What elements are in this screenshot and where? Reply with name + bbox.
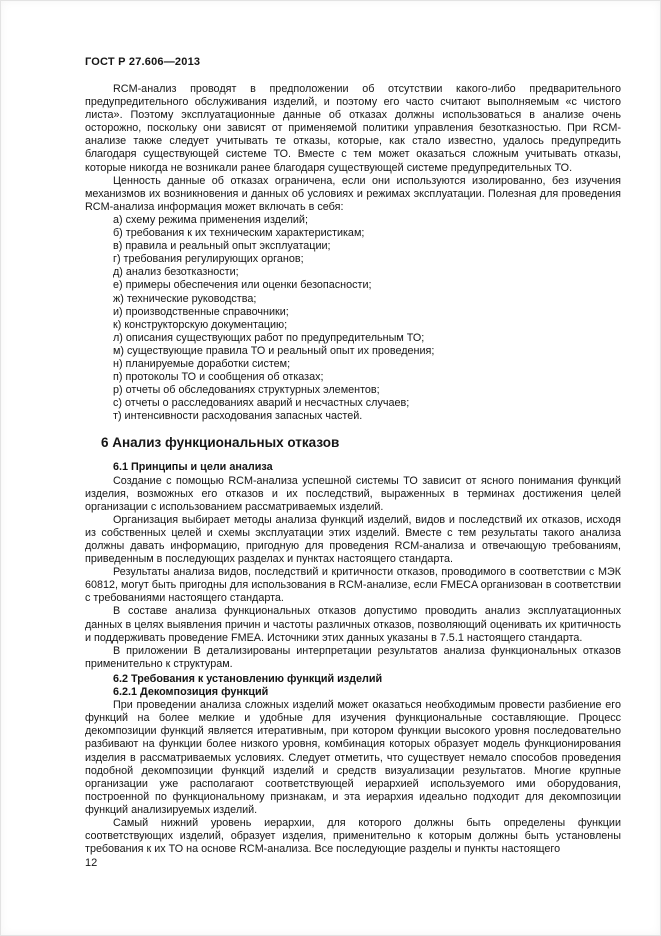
list-item: р) отчеты об обследованиях структурных элементов; <box>113 384 380 397</box>
list-item: е) примеры обеспечения или оценки безопасности; <box>113 279 372 292</box>
paragraph: Создание с помощью RCM-анализа успешной системы ТО зависит от ясного понимания функций изделия, возможных его отказов и их последствий, выраженных в терминах достижения целей организации с использованием рассматриваемых изделий. <box>85 474 621 513</box>
list-item: с) отчеты о расследованиях аварий и несчастных случаев; <box>113 397 410 410</box>
list-item: н) планируемые доработки систем; <box>113 357 291 370</box>
subsection-heading: 6.2.1 Декомпозиция функций <box>113 686 269 699</box>
list-item: л) описания существующих работ по предупредительным ТО; <box>113 331 425 344</box>
list-item: п) протоколы ТО и сообщения об отказах; <box>113 371 324 384</box>
list-item: б) требования к их техническим характеристикам; <box>113 227 365 240</box>
paragraph: Самый нижний уровень иерархии, для которого должны быть определены функции соответствующих изделий, образует изделия, применительно к которым должны быть установлены требования к их ТО на основе RCM-анализа. Все последующие разделы и пункты настоящего <box>85 816 621 856</box>
document-header: ГОСТ Р 27.606—2013 <box>85 56 201 68</box>
section-heading: 6 Анализ функциональных отказов <box>101 435 340 451</box>
list-item: в) правила и реальный опыт эксплуатации; <box>113 240 331 253</box>
information-sources-list <box>85 214 621 424</box>
paragraph: Результаты анализа видов, последствий и критичности отказов, проводимого в соответствии с МЭК 60812, могут быть пригодны для использования в RCM-анализе, если FMECA организован в соответствии с требованиями настоящего стандарта. <box>85 566 621 605</box>
subsection-heading: 6.1 Принципы и цели анализа <box>113 461 273 474</box>
list-item: м) существующие правила ТО и реальный опыт их проведения; <box>113 344 435 357</box>
paragraph: Организация выбирает методы анализа функций изделий, видов и последствий их отказов, исходя из собственных целей и схемы эксплуатации этих изделий. Вместе с тем результаты такого анализа должны давать информацию, пригодную для проведения RCM-анализа и отвечающую требованиям, приведенным в последующих разделах и пунктах настоящего стандарта. <box>85 513 621 566</box>
paragraph: В составе анализа функциональных отказов допустимо проводить анализ эксплуатационных данных в целях выявления причин и частоты различных отказов, позволяющий оценивать их критичность и поддерживать проведение FMEA. Источники этих данных указаны в 7.5.1 настоящего стандарта. <box>85 605 621 644</box>
list-item: д) анализ безотказности; <box>113 266 239 279</box>
paragraph: RCM-анализ проводят в предположении об отсутствии какого-либо предварительного предупредительного обслуживания изделий, и поэтому его часто считают выполняемым «с чистого листа». Поэтому эксплуатационные данные об отказах должны использоваться в анализе очень осторожно, поскольку они зависят от применяемой политики управления безотказностью. При RCM-анализе также следует учитывать те отказы, которые, как стало известно, удалось предупредить благодаря существующей системе ТО. Вместе с тем может оказаться сложным учитывать отказы, которые никогда не возникали ранее благодаря существующей системе предупредительных ТО. <box>85 83 621 174</box>
list-item: г) требования регулирующих органов; <box>113 253 304 266</box>
paragraph: При проведении анализа сложных изделий может оказаться необходимым провести разбиение его функций на более мелкие и удобные для изучения функциональные составляющие. Процесс декомпозиции функций является итеративным, при котором функции высокого уровня последовательно разбивают на функции более низкого уровня, комбинация которых образует модель функционирования изделия в рассматриваемых условиях. Следует отметить, что существует немало способов проведения подобной декомпозиции функций изделий и средств визуализации результатов. Многие крупные организации уже располагают соответствующей иерархией используемого ими оборудования, построенной по функциональному признакам, и эта иерархия идеально подходит для декомпозиции функций анализируемых изделий. <box>85 699 621 816</box>
list-item: ж) технические руководства; <box>113 292 257 305</box>
page-number: 12 <box>85 857 98 870</box>
page-content <box>85 56 621 869</box>
subsection-heading: 6.2 Требования к установлению функций изделий <box>113 672 383 685</box>
list-item: а) схему режима применения изделий; <box>113 213 308 226</box>
list-item: к) конструкторскую документацию; <box>113 318 288 331</box>
list-item: и) производственные справочники; <box>113 305 289 318</box>
list-item: т) интенсивности расходования запасных частей. <box>113 410 363 423</box>
paragraph: В приложении В детализированы интерпретации результатов анализа функциональных отказов применительно к структурам. <box>85 644 621 670</box>
paragraph: Ценность данные об отказах ограничена, если они используются изолированно, без изучения механизмов их возникновения и данных об условиях и режимах эксплуатации. Полезная для проведения RCM-анализа информация может включать в себя: <box>85 174 621 213</box>
